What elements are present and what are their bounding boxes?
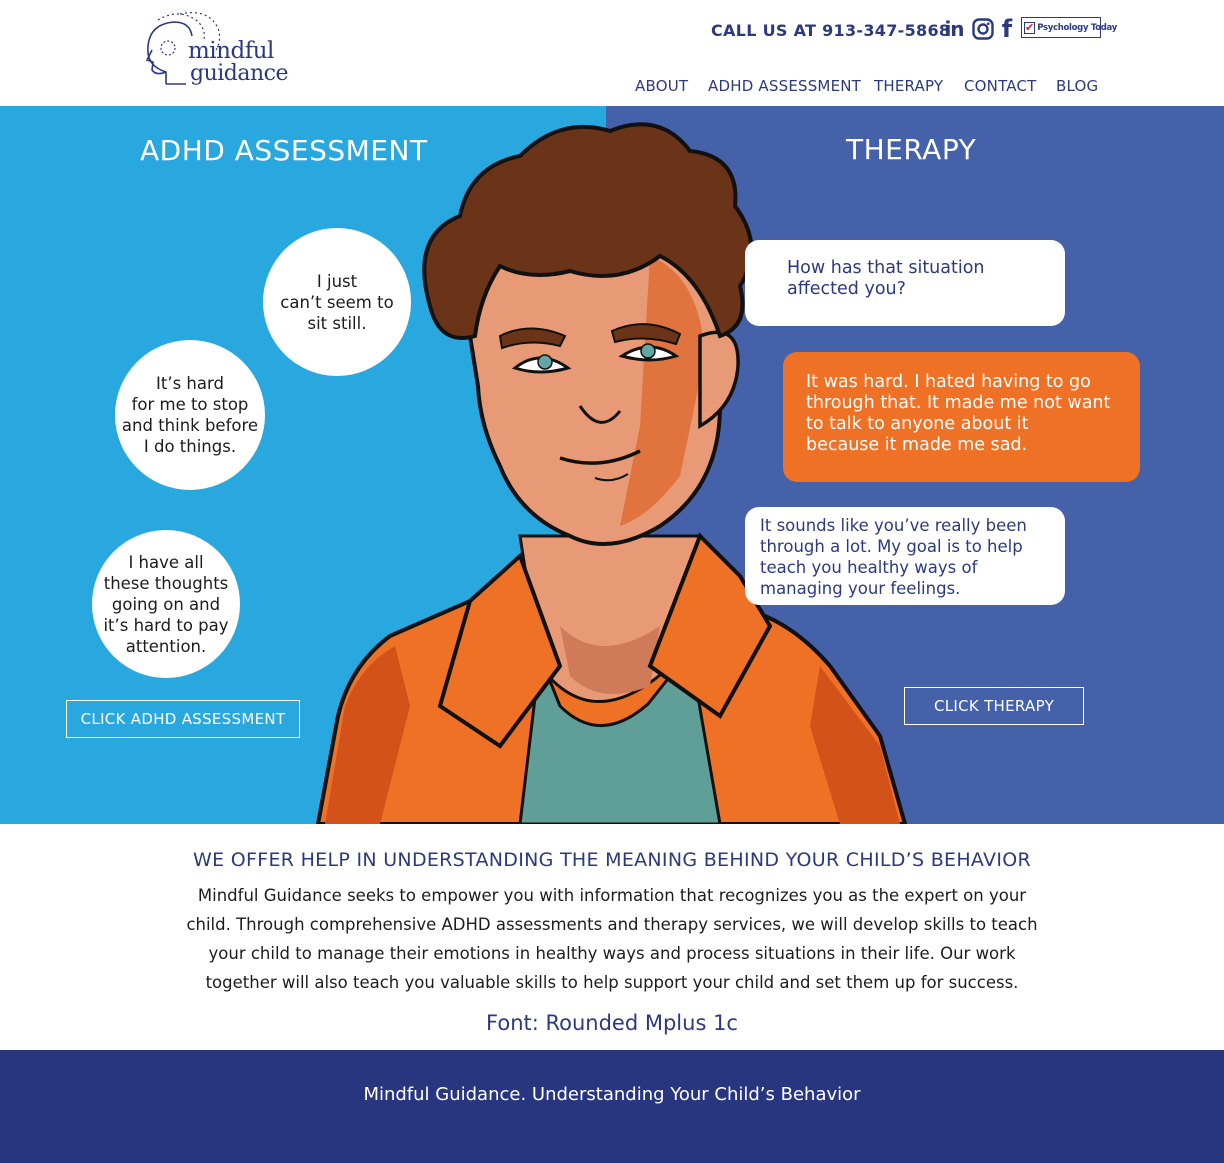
bubble-line: going on and xyxy=(111,594,221,614)
logo-word-mindful: mindful xyxy=(188,38,274,64)
bubble-line: sit still. xyxy=(307,313,367,333)
linkedin-icon[interactable] xyxy=(942,14,966,44)
hero-banner xyxy=(0,106,1224,824)
chat-line: through that. It made me not want xyxy=(806,393,1111,413)
chat-line: teach you healthy ways of xyxy=(760,558,978,577)
site-header xyxy=(0,0,1224,106)
chat-line: How has that situation xyxy=(787,258,985,278)
psychology-today-text: Psychology Today xyxy=(1037,22,1117,33)
paragraph-line: together will also teach you valuable skills to help support your child and set them up for success. xyxy=(205,973,1019,992)
bubble-line: I do things. xyxy=(143,437,237,456)
facebook-icon[interactable] xyxy=(998,14,1016,44)
logo[interactable] xyxy=(144,10,294,90)
therapy-panel-title: THERAPY xyxy=(846,133,977,166)
click-therapy-button[interactable]: CLICK THERAPY xyxy=(904,687,1084,725)
adhd-panel-title: ADHD ASSESSMENT xyxy=(140,134,428,167)
font-note: Font: Rounded Mplus 1c xyxy=(486,1011,738,1035)
paragraph-line: your child to manage their emotions in healthy ways and process situations in their life. Our work xyxy=(208,944,1016,963)
nav-contact[interactable]: CONTACT xyxy=(964,77,1037,95)
intro-paragraph xyxy=(160,881,1064,997)
linkedin-glyph: in xyxy=(944,17,964,41)
chat-line: It sounds like you’ve really been xyxy=(760,516,1027,535)
bubble-line: I just xyxy=(316,271,358,291)
site-footer xyxy=(0,1050,1224,1163)
bubble-line: it’s hard to pay xyxy=(103,615,229,635)
therapist-chat-bubble xyxy=(745,240,1065,326)
nav-adhd-assessment[interactable]: ADHD ASSESSMENT xyxy=(708,77,862,95)
bubble-line: and think before xyxy=(121,416,259,435)
bubble-line: for me to stop xyxy=(131,395,249,414)
paragraph-line: Mindful Guidance seeks to empower you with information that recognizes you as the expert on your xyxy=(197,886,1027,905)
nav-therapy[interactable]: THERAPY xyxy=(874,77,944,95)
chat-line: to talk to anyone about it xyxy=(806,414,1029,434)
facebook-glyph: f xyxy=(1001,15,1013,43)
therapist-chat-bubble xyxy=(745,507,1065,605)
chat-line: because it made me sad. xyxy=(806,435,1028,455)
psychology-today-badge[interactable] xyxy=(1021,17,1117,38)
logo-word-guidance: guidance xyxy=(190,61,288,86)
child-chat-bubble xyxy=(783,352,1140,482)
nav-about[interactable]: ABOUT xyxy=(635,77,689,95)
bubble-line: It’s hard xyxy=(156,374,224,393)
chat-line: through a lot. My goal is to help xyxy=(760,537,1023,556)
speech-bubble xyxy=(115,340,265,490)
paragraph-line: child. Through comprehensive ADHD assessments and therapy services, we will develop skills to teach xyxy=(186,915,1038,934)
bubble-line: I have all xyxy=(128,552,204,572)
section-headline: WE OFFER HELP IN UNDERSTANDING THE MEANING BEHIND YOUR CHILD’S BEHAVIOR xyxy=(193,849,1031,871)
checkmark-icon: ✔ xyxy=(1025,20,1035,34)
chat-line: affected you? xyxy=(787,279,906,299)
bubble-line: attention. xyxy=(125,636,207,656)
nav-blog[interactable]: BLOG xyxy=(1056,77,1099,95)
bubble-line: these thoughts xyxy=(103,573,229,593)
call-us-phone[interactable]: CALL US AT 913-347-5868 xyxy=(711,21,951,40)
bubble-line: can’t seem to xyxy=(280,292,394,312)
footer-tagline: Mindful Guidance. Understanding Your Child’s Behavior xyxy=(363,1084,861,1105)
chat-line: It was hard. I hated having to go xyxy=(806,372,1091,392)
speech-bubble xyxy=(263,228,411,376)
speech-bubble xyxy=(92,530,240,678)
instagram-icon[interactable] xyxy=(970,14,996,44)
click-adhd-assessment-button[interactable]: CLICK ADHD ASSESSMENT xyxy=(66,700,300,738)
chat-line: managing your feelings. xyxy=(760,579,961,598)
